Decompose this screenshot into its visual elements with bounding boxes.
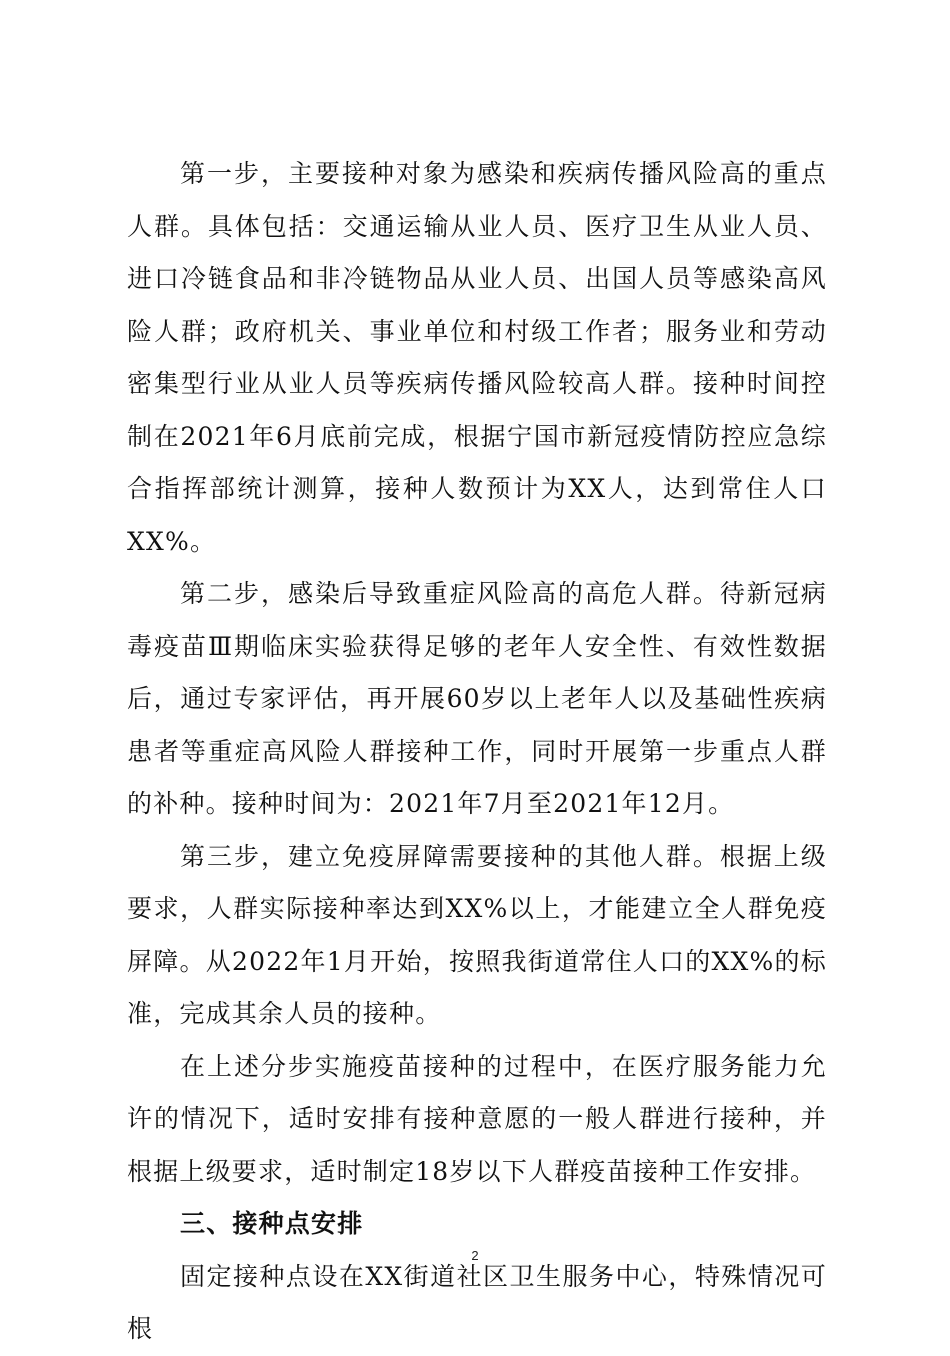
paragraph-step-one: 第一步，主要接种对象为感染和疾病传播风险高的重点人群。具体包括：交通运输从业人员、医疗卫生从业人员、进口冷链食品和非冷链物品从业人员、出国人员等感染高风险人群；政府机关、事业单位和村级工作者；服务业和劳动密集型行业从业人员等疾病传播风险较高人群。接种时间控制在2021年6月底前完成，根据宁国市新冠疫情防控应急综合指挥部统计测算，接种人数预计为XX人，达到常住人口XX%。 — [127, 159, 827, 556]
paragraph-step-three: 第三步，建立免疫屏障需要接种的其他人群。根据上级要求，人群实际接种率达到XX%以上，才能建立全人群免疫屏障。从2022年1月开始，按照我街道常住人口的XX%的标准，完成其余人员的接种。 — [127, 841, 827, 1028]
paragraph-general-population: 在上述分步实施疫苗接种的过程中，在医疗服务能力允许的情况下，适时安排有接种意愿的一般人群进行接种，并根据上级要求，适时制定18岁以下人群疫苗接种工作安排。 — [127, 1051, 827, 1186]
page-number: 2 — [471, 1248, 479, 1263]
section-heading: 三、接种点安排 — [180, 1209, 364, 1238]
paragraph-step-two: 第二步，感染后导致重症风险高的高危人群。待新冠病毒疫苗Ⅲ期临床实验获得足够的老年人安全性、有效性数据后，通过专家评估，再开展60岁以上老年人以及基础性疾病患者等重症高风险人群接种工作，同时开展第一步重点人群的补种。接种时间为：2021年7月至2021年12月。 — [127, 579, 827, 818]
document-body — [127, 148, 827, 1356]
paragraph-vaccination-site: 固定接种点设在XX街道社区卫生服务中心，特殊情况可根 — [127, 1261, 827, 1343]
